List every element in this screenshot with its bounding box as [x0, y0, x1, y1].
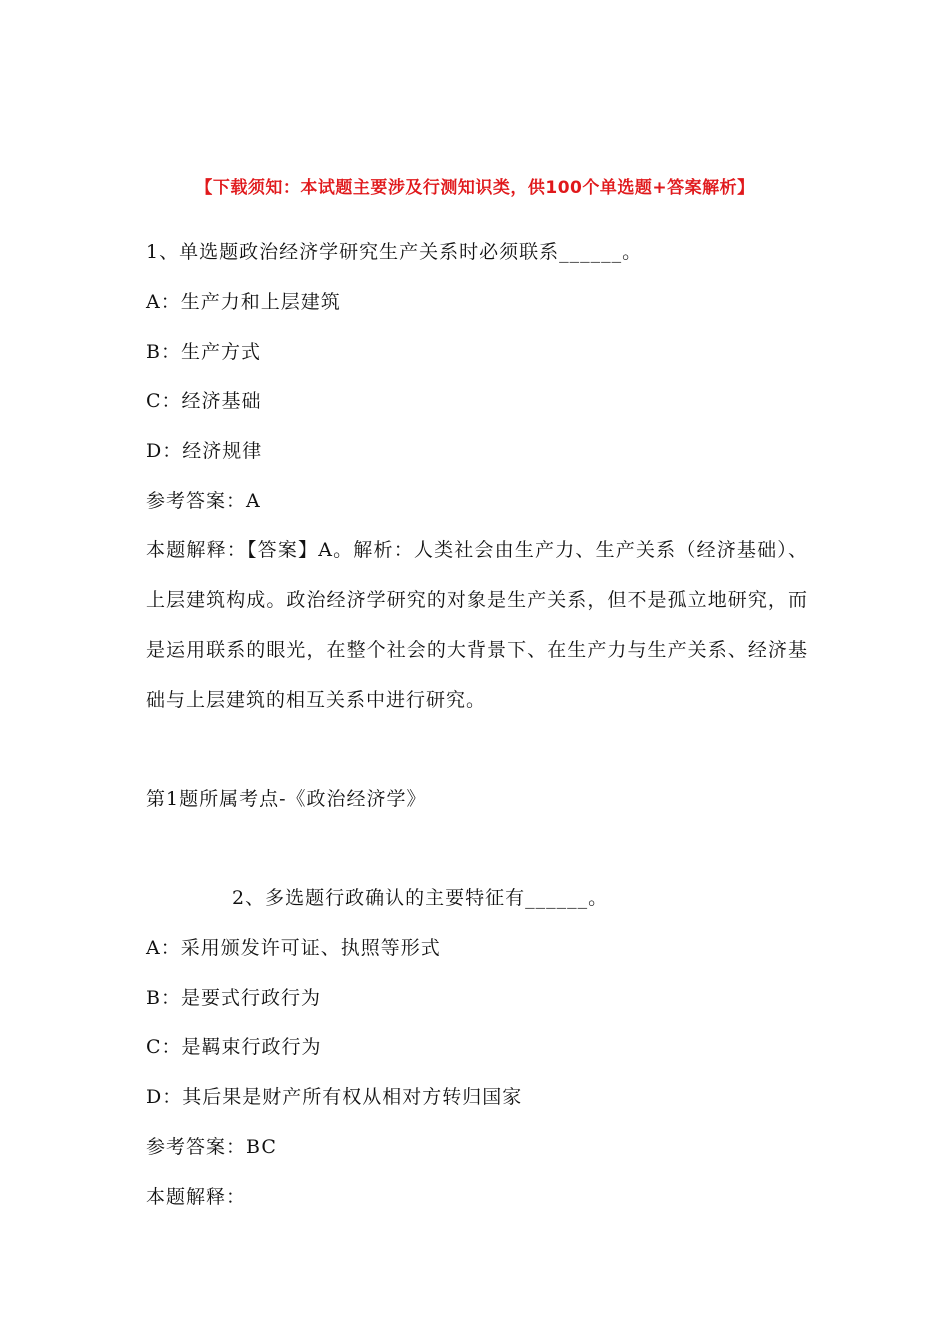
question-2-answer: 参考答案：BC [146, 1136, 277, 1158]
question-1-explanation: 本题解释：【答案】A。解析：人类社会由生产力、生产关系（经济基础）、上层建筑构成。政治经济学研究的对象是生产关系，但不是孤立地研究，而是运用联系的眼光，在整个社会的大背景下、在生产力与生产关系、经济基础与上层建筑的相互关系中进行研究。 [146, 539, 808, 711]
question-1-option-a: A：生产力和上层建筑 [146, 291, 341, 313]
download-notice: 【下载须知：本试题主要涉及行测知识类，供100个单选题+答案解析】 [195, 178, 755, 198]
question-1-answer: 参考答案：A [146, 490, 261, 512]
question-1-option-c: C：经济基础 [146, 390, 262, 412]
question-2-option-d: D：其后果是财产所有权从相对方转归国家 [146, 1086, 523, 1108]
question-2-option-a: A：采用颁发许可证、执照等形式 [146, 937, 441, 959]
question-2-explanation: 本题解释： [146, 1186, 247, 1208]
question-1-topic: 第1题所属考点-《政治经济学》 [146, 788, 427, 810]
question-1-option-d: D：经济规律 [146, 440, 263, 462]
question-1-option-b: B：生产方式 [146, 341, 261, 363]
question-2-stem: 2、多选题行政确认的主要特征有______。 [232, 887, 609, 909]
question-1-stem: 1、单选题政治经济学研究生产关系时必须联系______。 [146, 241, 643, 263]
question-2-option-c: C：是羁束行政行为 [146, 1036, 322, 1058]
question-2-option-b: B：是要式行政行为 [146, 987, 321, 1009]
